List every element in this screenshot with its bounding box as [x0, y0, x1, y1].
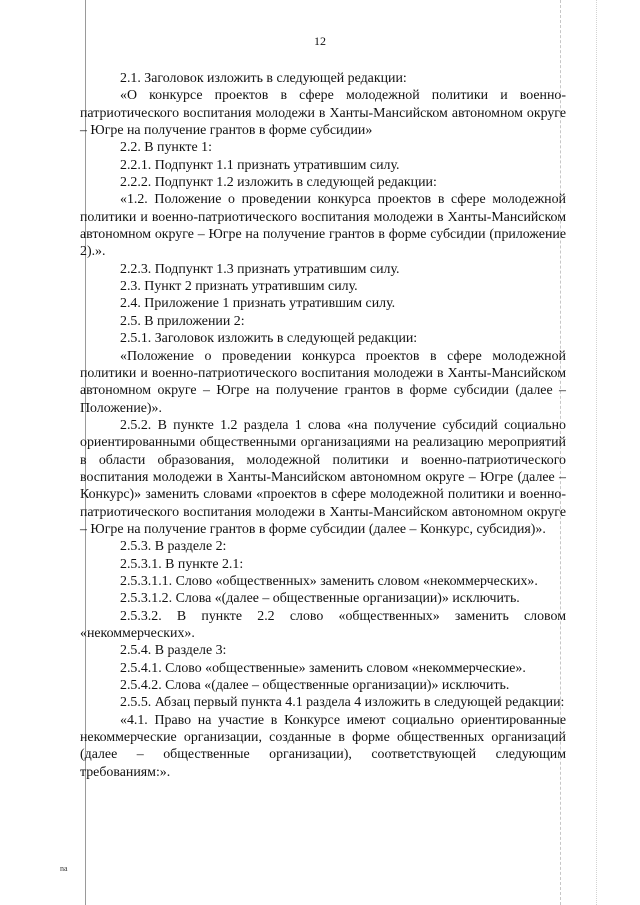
paragraph: 2.5.3. В разделе 2: [120, 539, 227, 555]
paragraph: 2.2.2. Подпункт 1.2 изложить в следующей редакции: [120, 175, 437, 191]
paragraph: 2.1. Заголовок изложить в следующей редакции: [120, 71, 407, 86]
paragraph: 2.5. В приложении 2: [120, 313, 245, 329]
page-number: 12 [314, 34, 326, 48]
paragraph: 2.3. Пункт 2 признать утратившим силу. [120, 279, 358, 295]
paragraph: «1.2. Положение о проведении конкурса проектов в сфере молодежной политики и военно-патриотического воспитания молодежи в Ханты-Мансийском автономном округе – Югре на получение грантов в форме субсидии (приложение 2).». [80, 192, 566, 260]
paragraph: 2.2.3. Подпункт 1.3 признать утратившим силу. [120, 261, 400, 277]
paragraph: 2.5.4.2. Слова «(далее – общественные организации)» исключить. [120, 678, 510, 694]
paragraph: «Положение о проведении конкурса проектов в сфере молодежной политики и военно-патриотического воспитания молодежи в Ханты-Мансийском автономном округе – Югре на получение грантов в форме субсидии (далее – Положение)». [80, 348, 566, 416]
paragraph: 2.5.3.2. В пункте 2.2 слово «общественных» заменить словом «некоммерческих». [80, 608, 566, 641]
scan-edge-far [596, 0, 597, 905]
paragraph: 2.5.4.1. Слово «общественные» заменить словом «некоммерческие». [120, 660, 526, 676]
paragraph: 2.5.3.1.2. Слова «(далее – общественные организации)» исключить. [120, 591, 520, 607]
paragraph: «О конкурсе проектов в сфере молодежной политики и военно-патриотического воспитания молодежи в Ханты-Мансийском автономном округе – Югре на получение грантов в форме субсидии» [80, 88, 566, 139]
paragraph: 2.2. В пункте 1: [120, 140, 212, 156]
paragraph: 2.5.3.1. В пункте 2.1: [120, 556, 244, 572]
paragraph: 2.5.2. В пункте 1.2 раздела 1 слова «на получение субсидий социально ориентированными общественными организациями на реализацию мероприятий в области образования, молодежной политики и военно-патриотического воспитания молодежи в Ханты-Мансийском автономном округе – Югре (далее – Конкурс)» заменить словами «проектов в сфере молодежной политики и военно-патриотического воспитания молодежи в Ханты-Мансийском автономном округе – Югре на получение грантов в форме субсидии (далее – Конкурс, субсидия)». [80, 417, 566, 537]
paragraph: 2.2.1. Подпункт 1.1 признать утратившим силу. [120, 157, 400, 173]
paragraph: 2.5.5. Абзац первый пункта 4.1 раздела 4 изложить в следующей редакции: [120, 695, 565, 711]
margin-note: na [60, 864, 68, 873]
paragraph: 2.5.4. В разделе 3: [120, 643, 227, 659]
paragraph: 2.5.3.1.1. Слово «общественных» заменить словом «некоммерческих». [120, 573, 538, 589]
document-body [80, 70, 566, 781]
paragraph: 2.5.1. Заголовок изложить в следующей редакции: [120, 331, 418, 347]
paragraph: «4.1. Право на участие в Конкурсе имеют социально ориентированные некоммерческие организации, созданные в форме общественных организаций (далее – общественные организации), соответствующей следующим требованиям:». [80, 712, 566, 780]
paragraph: 2.4. Приложение 1 признать утратившим силу. [120, 296, 396, 312]
